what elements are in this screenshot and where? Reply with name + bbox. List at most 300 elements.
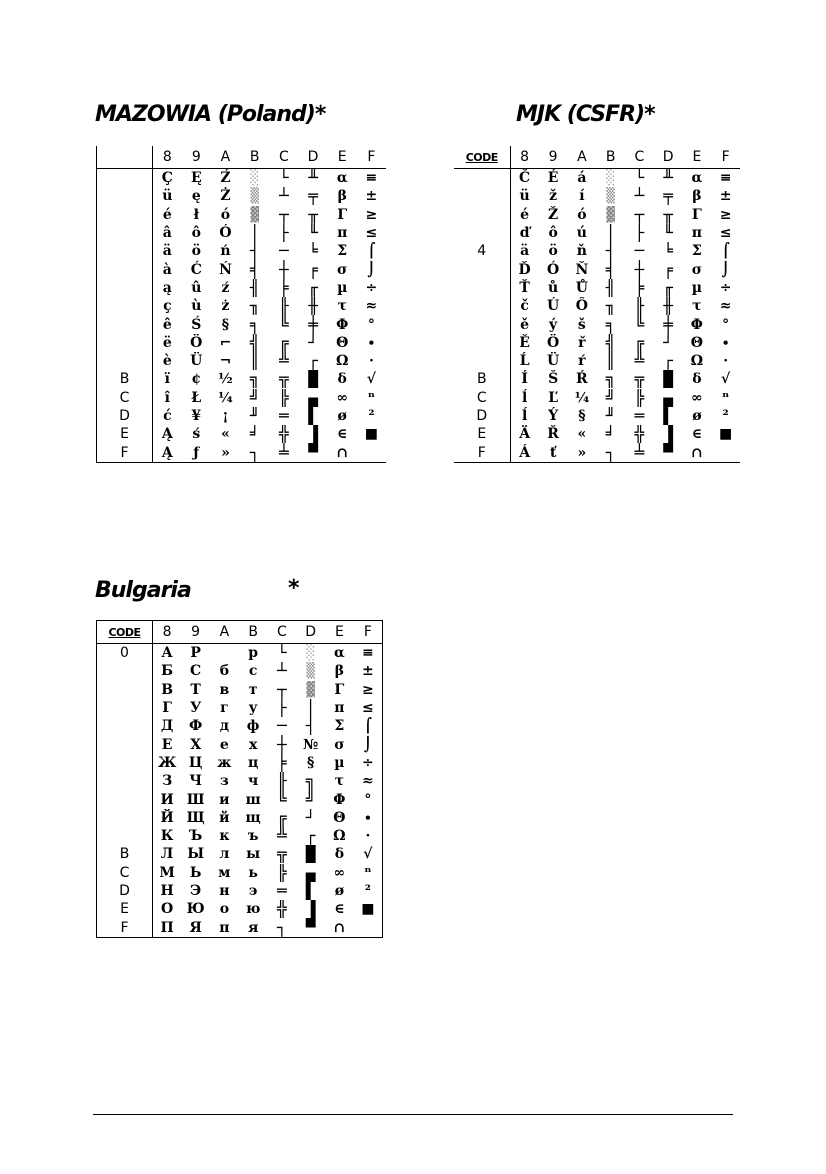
glyph-cell: С (190, 663, 202, 680)
glyph-cell: σ (337, 261, 348, 278)
glyph-cell: Ł (191, 389, 202, 406)
glyph-cell: └ (279, 168, 289, 188)
table-row (97, 187, 387, 205)
table-row (97, 662, 383, 680)
glyph-cell: Ť (519, 279, 530, 296)
glyph-cell: ┌ (663, 351, 673, 371)
glyph-cell: ╖ (249, 297, 260, 316)
glyph-cell: П (160, 919, 174, 936)
charset-table-mazowia (96, 146, 386, 463)
table-row (454, 425, 740, 443)
glyph-cell: ╤ (663, 187, 673, 206)
glyph-cell: Ě (519, 334, 530, 351)
table-row (454, 187, 740, 205)
glyph-cell: ■ (364, 426, 379, 443)
row-code (97, 772, 153, 790)
glyph-cell: н (219, 883, 230, 899)
glyph-cell: ч (248, 773, 259, 790)
glyph-cell: ╝ (605, 388, 616, 407)
glyph-cell: û (191, 279, 202, 296)
table-row (454, 389, 740, 407)
glyph-cell: δ (337, 371, 347, 388)
glyph-cell: ║ (605, 351, 616, 371)
glyph-cell: Ą (161, 426, 173, 443)
glyph-cell: ≥ (719, 206, 732, 223)
glyph-cell: г (220, 700, 229, 717)
glyph-cell: │ (605, 223, 616, 243)
glyph-cell: ┤ (305, 717, 316, 736)
glyph-cell: ╢ (249, 278, 260, 297)
glyph-cell: É (547, 170, 559, 187)
glyph-cell: ¼ (574, 389, 590, 406)
glyph-cell: Ó (547, 261, 560, 278)
glyph-cell: ─ (279, 242, 289, 261)
table-row (97, 389, 387, 407)
glyph-cell: ² (364, 883, 371, 899)
glyph-cell: é (162, 206, 172, 223)
glyph-cell: ø (692, 408, 702, 424)
row-code (97, 790, 153, 808)
glyph-cell: ⁿ (364, 864, 372, 881)
glyph-cell: ╚ (279, 315, 289, 334)
glyph-cell: ╪ (663, 315, 673, 334)
row-code: C (454, 389, 510, 407)
glyph-cell: ┐ (249, 443, 260, 462)
glyph-cell: ╒ (663, 260, 673, 279)
table-row (97, 845, 383, 863)
glyph-cell: ┬ (277, 680, 287, 699)
glyph-cell: Ω (333, 828, 346, 845)
glyph-cell: е (219, 736, 229, 753)
glyph-cell: Ы (187, 846, 205, 863)
glyph-cell: л (219, 846, 230, 863)
glyph-cell: т (248, 681, 258, 698)
glyph-cell: ś (192, 426, 201, 443)
glyph-cell: б (219, 663, 230, 680)
row-code (97, 260, 153, 278)
column-header-8: 8 (153, 146, 182, 169)
glyph-cell: ╥ (308, 205, 318, 224)
glyph-cell: Ä (519, 426, 531, 443)
glyph-cell: Й (160, 809, 174, 826)
glyph-cell: ï (164, 371, 170, 388)
glyph-cell: ≤ (362, 700, 374, 717)
glyph-cell: Γ (337, 206, 348, 223)
glyph-cell: ô (548, 225, 558, 242)
table-row (454, 352, 740, 370)
glyph-cell: ć (163, 408, 172, 424)
glyph-cell: ▀ (308, 443, 318, 462)
table-row (97, 809, 383, 827)
column-header-8: 8 (510, 146, 539, 169)
footer-rule (93, 1114, 733, 1115)
glyph-cell: ░ (606, 170, 615, 187)
glyph-cell: ≡ (362, 645, 374, 662)
glyph-cell: ─ (277, 717, 287, 736)
column-header-c: C (268, 621, 297, 644)
column-header-8: 8 (153, 621, 182, 644)
glyph-cell: ⁿ (367, 389, 376, 406)
glyph-cell: ù (191, 298, 202, 315)
glyph-cell: Ю (186, 901, 205, 918)
glyph-cell: ö (191, 243, 201, 260)
glyph-cell: Θ (333, 809, 346, 826)
glyph-cell: ¬ (219, 353, 232, 370)
glyph-cell: Щ (186, 809, 205, 826)
glyph-cell: ▒ (306, 663, 315, 680)
glyph-cell: ж (217, 754, 232, 771)
glyph-cell: ╣ (249, 333, 260, 352)
row-code: 0 (97, 644, 153, 663)
glyph-cell: к (219, 828, 230, 845)
row-code: D (454, 407, 510, 425)
glyph-cell: ⌡ (367, 261, 376, 278)
table-row (97, 224, 387, 242)
glyph-cell: ┘ (663, 333, 673, 352)
glyph-cell: ä (162, 243, 172, 260)
glyph-cell: ╞ (634, 278, 645, 297)
glyph-cell: ½ (218, 371, 233, 388)
glyph-cell: ▒ (606, 188, 615, 205)
glyph-cell: ▀ (663, 443, 673, 462)
table-row (454, 260, 740, 278)
glyph-cell: ╜ (605, 406, 616, 425)
glyph-cell: ы (246, 846, 261, 863)
glyph-cell: К (160, 828, 174, 845)
glyph-cell: τ (692, 298, 702, 315)
glyph-cell: π (334, 700, 345, 717)
glyph-cell: ∞ (336, 389, 349, 406)
glyph-cell: Н (160, 883, 174, 899)
glyph-cell: щ (245, 809, 261, 826)
glyph-cell: з (219, 773, 229, 790)
row-code: B (97, 845, 153, 863)
glyph-cell: ╠ (277, 863, 287, 882)
glyph-cell: ┼ (277, 735, 287, 754)
glyph-cell: ≥ (365, 206, 378, 223)
glyph-cell: σ (334, 736, 345, 753)
glyph-cell: ▐ (663, 425, 673, 444)
glyph-cell: ┤ (605, 242, 616, 261)
glyph-cell: ÷ (362, 754, 374, 771)
glyph-cell: ö (548, 243, 558, 260)
glyph-cell: ╤ (308, 187, 318, 206)
glyph-cell (354, 918, 383, 937)
glyph-cell: ø (337, 408, 347, 424)
glyph-cell: ┐ (605, 443, 616, 462)
glyph-cell: █ (305, 845, 316, 864)
glyph-cell: Ę (190, 170, 202, 187)
glyph-cell: ╪ (308, 315, 318, 334)
table-row (97, 370, 387, 388)
glyph-cell: ш (245, 791, 261, 808)
table-row (97, 772, 383, 790)
table-row (97, 334, 387, 352)
charset-table-mjk (454, 146, 740, 463)
glyph-cell: ø (334, 883, 345, 899)
glyph-cell: Ľ (548, 389, 559, 406)
glyph-cell: │ (249, 223, 260, 243)
glyph-cell: ╧ (634, 443, 645, 462)
glyph-cell: ∙ (364, 809, 372, 826)
glyph-cell: ∞ (691, 389, 703, 406)
glyph-cell: ╙ (308, 223, 318, 243)
table-row (454, 443, 740, 462)
column-header-9: 9 (181, 621, 210, 644)
glyph-cell: ┴ (634, 187, 645, 206)
column-header-e: E (683, 146, 712, 169)
code-column-header: CODE (454, 146, 510, 169)
glyph-cell: ∙ (721, 334, 730, 351)
glyph-cell: ∩ (336, 444, 349, 461)
glyph-cell: Φ (336, 316, 349, 333)
table-row (97, 644, 383, 663)
glyph-cell: ╟ (279, 297, 289, 316)
glyph-cell: ╠ (634, 388, 645, 407)
glyph-cell: Ж (157, 754, 177, 771)
glyph-cell: ╛ (605, 425, 616, 444)
glyph-cell: ≈ (719, 298, 732, 315)
glyph-cell: ¢ (191, 371, 202, 388)
row-code (97, 297, 153, 315)
glyph-cell: ┐ (277, 918, 287, 937)
glyph-cell: ƒ (193, 444, 200, 461)
glyph-cell: Ą (161, 444, 173, 461)
glyph-cell: ê (162, 316, 172, 333)
glyph-cell: ç (163, 298, 172, 315)
header-row (97, 146, 387, 169)
glyph-cell: Ω (335, 353, 349, 370)
glyph-cell: п (219, 919, 230, 936)
glyph-cell: π (337, 225, 348, 242)
glyph-cell: ż (221, 298, 230, 315)
glyph-cell: Б (161, 663, 174, 680)
glyph-cell: ŕ (578, 353, 586, 370)
glyph-cell: └ (634, 168, 645, 188)
glyph-cell: ▄ (308, 388, 318, 407)
glyph-cell: ł (193, 206, 199, 223)
glyph-cell: ⌐ (219, 334, 232, 351)
glyph-cell: ≡ (719, 170, 732, 187)
glyph-cell: ≡ (365, 170, 378, 187)
glyph-cell: Ř (547, 426, 559, 443)
title-bulgaria-asterisk: * (288, 576, 299, 601)
glyph-cell: Ü (190, 353, 203, 370)
table-row (97, 754, 383, 772)
glyph-cell: ╥ (663, 205, 673, 224)
glyph-cell: ▐ (308, 425, 318, 444)
glyph-cell: Í (521, 371, 528, 388)
glyph-cell: ╩ (634, 351, 645, 371)
table-row (454, 370, 740, 388)
glyph-cell: Г (162, 700, 172, 717)
glyph-cell: ¥ (191, 408, 202, 424)
glyph-cell: ╞ (277, 753, 287, 772)
glyph-cell: ┴ (277, 662, 287, 681)
row-code (97, 809, 153, 827)
charset-table-bulgaria (96, 620, 383, 938)
glyph-cell: ± (365, 188, 378, 205)
row-code (97, 169, 153, 188)
glyph-cell: Φ (690, 316, 703, 333)
glyph-cell: Ö (547, 334, 560, 351)
column-header-b: B (596, 146, 625, 169)
table-row (97, 717, 383, 735)
glyph-cell: Ó (219, 225, 232, 242)
glyph-cell: Ż (220, 188, 231, 205)
glyph-cell: ╠ (279, 388, 289, 407)
table-row (454, 407, 740, 425)
glyph-cell: Ń (219, 261, 232, 278)
glyph-cell: ┬ (279, 205, 289, 224)
glyph-cell: » (221, 444, 230, 461)
glyph-cell: δ (334, 846, 345, 863)
glyph-cell: § (221, 316, 230, 333)
glyph-cell: ⌠ (721, 243, 730, 260)
glyph-cell: ⌠ (363, 718, 372, 735)
glyph-cell: ╓ (663, 278, 673, 297)
column-header-c: C (625, 146, 654, 169)
glyph-cell: ď (519, 225, 530, 242)
row-code (97, 681, 153, 699)
glyph-cell: ╔ (279, 333, 289, 352)
glyph-cell: β (334, 663, 345, 680)
glyph-cell: ┤ (249, 242, 260, 261)
row-code: E (97, 900, 153, 918)
glyph-cell: ╚ (634, 315, 645, 334)
row-code (454, 334, 510, 352)
glyph-cell: ╩ (279, 351, 289, 371)
glyph-cell: ² (722, 408, 729, 424)
glyph-cell: ╒ (308, 260, 318, 279)
glyph-cell: č (520, 298, 529, 315)
row-code: F (97, 918, 153, 937)
glyph-cell: β (337, 188, 347, 205)
code-column-header (97, 146, 153, 169)
glyph-cell: р (248, 645, 259, 662)
glyph-cell: ą (162, 279, 172, 296)
glyph-cell: ó (220, 206, 231, 223)
glyph-cell: ═ (277, 881, 287, 900)
column-header-a: A (210, 621, 239, 644)
glyph-cell: τ (337, 298, 347, 315)
glyph-cell: ├ (279, 223, 289, 243)
glyph-cell: · (368, 353, 374, 370)
glyph-cell: ∙ (367, 334, 376, 351)
glyph-cell: ╦ (279, 370, 289, 389)
glyph-cell: Ф (188, 718, 203, 735)
table-row (97, 315, 387, 333)
glyph-cell: ▌ (305, 881, 316, 900)
row-code (97, 735, 153, 753)
glyph-cell: ┼ (279, 260, 289, 279)
column-header-a: A (568, 146, 597, 169)
column-header-b: B (239, 621, 268, 644)
table-row (97, 352, 387, 370)
glyph-cell: √ (721, 371, 731, 388)
glyph-cell: м (218, 864, 231, 881)
glyph-cell: о (219, 901, 230, 918)
row-code (97, 279, 153, 297)
glyph-cell: ╙ (663, 223, 673, 243)
glyph-cell: ■ (361, 901, 375, 918)
glyph-cell: ▓ (250, 206, 259, 223)
glyph-cell: Σ (691, 243, 702, 260)
glyph-cell: ² (368, 408, 375, 424)
glyph-cell: « (221, 426, 230, 443)
row-code: E (97, 425, 153, 443)
table-row (97, 260, 387, 278)
glyph-cell: √ (366, 371, 376, 388)
glyph-cell: ├ (277, 698, 287, 718)
row-code (97, 352, 153, 370)
column-header-9: 9 (539, 146, 568, 169)
glyph-cell: Ć (190, 261, 202, 278)
glyph-cell: й (219, 809, 230, 826)
glyph-cell: ▄ (663, 388, 673, 407)
header-row (454, 146, 740, 169)
glyph-cell: ║ (249, 351, 260, 371)
glyph-cell: ě (520, 316, 530, 333)
glyph-cell: ╦ (634, 370, 645, 389)
glyph-cell: Ú (547, 298, 560, 315)
table-row (454, 242, 740, 260)
glyph-cell: ü (162, 188, 173, 205)
glyph-cell: Ш (186, 791, 205, 808)
glyph-cell: ╦ (277, 845, 287, 864)
glyph-cell: Т (190, 681, 201, 698)
glyph-cell: И (160, 791, 174, 808)
row-code: E (454, 425, 510, 443)
glyph-cell: ▌ (663, 406, 673, 425)
glyph-cell: µ (334, 754, 345, 771)
glyph-cell: Γ (691, 206, 702, 223)
row-code: C (97, 864, 153, 882)
glyph-cell: ╢ (605, 278, 616, 297)
column-header-d: D (654, 146, 683, 169)
table-row (454, 206, 740, 224)
glyph-cell: ╬ (277, 900, 287, 919)
glyph-cell: Ź (220, 170, 231, 187)
row-code (97, 662, 153, 680)
glyph-cell: · (365, 828, 371, 845)
table-row (97, 864, 383, 882)
glyph-cell: ╗ (305, 772, 316, 791)
row-code (454, 315, 510, 333)
glyph-cell: ╫ (308, 297, 318, 316)
glyph-cell: î (164, 389, 170, 406)
table-row (97, 242, 387, 260)
glyph-cell: ∞ (333, 864, 346, 881)
glyph-cell: ╗ (605, 370, 616, 389)
glyph-cell: х (248, 736, 258, 753)
glyph-cell: Ů (575, 279, 588, 296)
glyph-cell (210, 644, 239, 663)
glyph-cell: в (219, 681, 230, 698)
glyph-cell: ∈ (337, 426, 348, 443)
row-code (97, 754, 153, 772)
row-code: F (454, 443, 510, 462)
glyph-cell: ÷ (719, 279, 732, 296)
glyph-cell: ц (247, 754, 259, 771)
glyph-cell: ╔ (277, 808, 287, 827)
glyph-cell: Ω (690, 353, 704, 370)
glyph-cell: ═ (279, 406, 289, 425)
glyph-cell: Ö (190, 334, 203, 351)
glyph-cell: µ (691, 279, 702, 296)
table-row (97, 900, 383, 918)
glyph-cell: Θ (336, 334, 349, 351)
